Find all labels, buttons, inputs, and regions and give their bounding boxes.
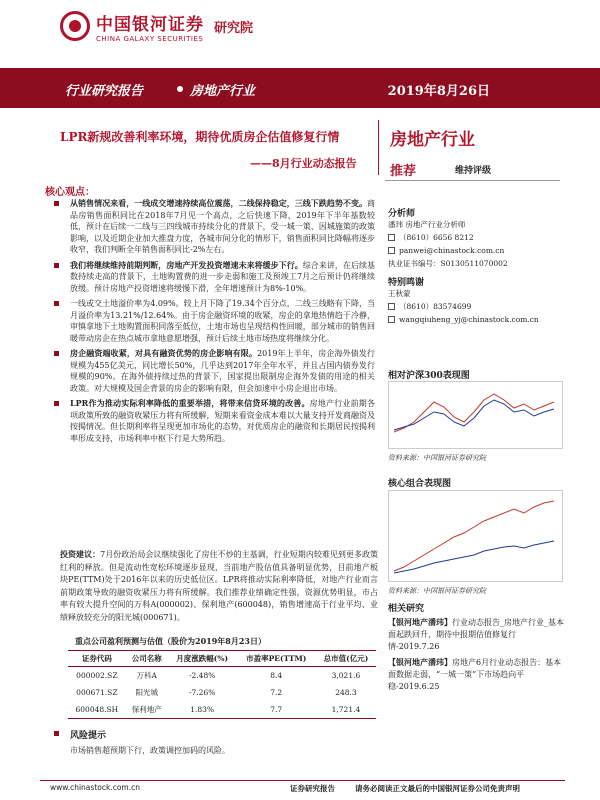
table-header: 市盈率PE(TTM) — [237, 651, 316, 667]
bullet-3 — [50, 298, 375, 344]
relative-performance-chart — [388, 381, 563, 449]
logo-name-en: CHINA GALAXY SECURITIES — [96, 34, 204, 43]
table-cell: 1.83% — [168, 701, 237, 719]
bullet-1 — [50, 198, 375, 256]
valuation-table — [68, 650, 376, 719]
bullet-1-bold: 从销售情况来看，一线成交增速持续高位震荡，二线保持稳定，三线下跌趋势不变。 — [70, 198, 367, 208]
table-cell: 000002.SZ — [76, 671, 118, 680]
chart-1-title: 相对沪深300表现图 — [388, 371, 470, 381]
report-sector: 房地产行业 — [190, 84, 256, 99]
email-icon — [388, 316, 395, 323]
sector-title: 房地产行业 — [390, 130, 475, 150]
chart-2-title: 核心组合表现图 — [388, 479, 452, 489]
report-type: 行业研究报告 — [65, 84, 144, 99]
bullet-4-bold: 房企融资端收紧，对具有融资优势的房企影响有限。 — [70, 348, 258, 358]
bullet-1-text: 商品房销售面积同比在2018年7月见一个高点，之后快速下降，2019年下半年基数较低，预计在后续一二线与三四线城市持续分化的背景下，受一城一策、因城施策的政策影响，以及近期企业加大推盘力度，各城市间分化的情形下，销售面积同比降幅将逐步收窄，我们判断全年销售面积同比-2%左右。 — [70, 199, 375, 254]
logo — [60, 6, 253, 46]
subheadline: ——8月行业动态报告 — [250, 157, 357, 170]
bullet-2-text: 综合来讲，在后续基数持续走高的背景下，土地购置费的进一步走弱和施工及预竣工7月之后预计仍将继续放缓。预计房地产投资增速将缓慢下滑，全年增速预计为8%-10%。 — [70, 260, 375, 293]
table-cell: 保利地产 — [126, 701, 168, 719]
core-portfolio-graphic — [389, 491, 562, 581]
analyst-1-phone-row — [388, 233, 474, 243]
galaxy-logo-icon — [60, 11, 90, 41]
phone-icon — [388, 234, 395, 241]
table-cell: 1,721.4 — [316, 701, 376, 719]
core-bullets — [50, 198, 375, 448]
related-item-2[interactable] — [388, 656, 566, 693]
analyst-1-email-row — [388, 246, 504, 256]
core-portfolio-chart — [388, 490, 563, 582]
bullet-5 — [50, 398, 375, 444]
table-cell: 7.7 — [237, 701, 316, 719]
table-cell: -7.26% — [188, 688, 216, 697]
headline: LPR新规改善利率环境，期待优质房企估值修复行情 — [60, 130, 340, 144]
table-row — [68, 701, 376, 719]
logo-name-cn: 中国银河证券 — [96, 14, 204, 35]
header-band — [0, 68, 600, 108]
analyst-2-email-row — [388, 315, 539, 325]
analyst-heading: 分析师 — [388, 209, 416, 219]
bullet-2-bold: 我们将继续维持前期判断，房地产开发投资增速未来将缓步下行。 — [70, 259, 303, 270]
rating-note: 维持评级 — [455, 166, 492, 176]
table-header: 公司名称 — [126, 651, 168, 667]
email-icon — [388, 247, 395, 254]
related-item-2-tag: 【银河地产潘玮】 — [388, 657, 452, 667]
analyst-1-name: 潘玮 房地产行业分析师 — [388, 220, 466, 229]
logo-sub: 研究院 — [214, 20, 254, 36]
table-header: 证券代码 — [68, 651, 126, 667]
related-item-1[interactable] — [388, 616, 566, 653]
vertical-divider — [378, 120, 379, 175]
risk-text: 市场销售超预期下行，政策调控加码的风险。 — [70, 746, 230, 755]
advice-text: 7月份政治局会议继续强化了房住不炒的主基调，行业短期内较难见到更多政策红利的释放。但是流动性宽松环境逐步显现，当前地产股估值具备明显优势，目前地产板块PE(TTM)处于2016年以来的历史低位区。LPR将推动实际利率降低，对地产行业而言前期政策导致的融资收紧压力将有所缓解。我们推荐业绩确定性强，资源优势明显，市占率有较大提升空间的万科A(000002)、保利地产(600048)，销售增速高于行业平均、业绩释放较充分的阳光城(000671)。 — [60, 550, 379, 622]
table-header: 月度涨跌幅(%) — [168, 651, 237, 667]
bullet-2 — [50, 260, 375, 295]
table-cell: 3,021.6 — [331, 671, 361, 680]
footer-center: 证券研究报告 — [290, 784, 335, 793]
table-header: 总市值(亿元) — [316, 651, 376, 667]
table-cell: 248.3 — [335, 688, 357, 697]
analyst-1-cert: 执业证书编号：S0130511070002 — [388, 259, 508, 268]
rating-label: 推荐 — [390, 164, 417, 179]
investment-advice — [60, 548, 378, 624]
analyst-2-phone: （8610）83574699 — [399, 302, 472, 311]
analyst-2-email[interactable]: wangqiuheng_yj@chinastock.com.cn — [399, 315, 539, 324]
chart-1-source: 资料来源：中国银河证券研究院 — [388, 454, 486, 462]
related-item-2-text: 房地产6月行业动态报告：基本面数据走弱，“一城一策”下市场趋向平稳-2019.6.25 — [388, 658, 562, 691]
report-date: 2019年8月26日 — [387, 84, 490, 99]
table-cell: 600048.SH — [68, 701, 126, 719]
table-cell: 万科A — [136, 671, 157, 680]
table-header-row — [68, 651, 376, 667]
related-item-1-tag: 【银河地产潘玮】 — [388, 617, 452, 627]
analyst-2-phone-row — [388, 302, 471, 312]
horizontal-rule — [385, 180, 560, 181]
analyst-1-email[interactable]: panwei@chinastock.com.cn — [399, 246, 505, 255]
related-title: 相关研究 — [388, 604, 425, 614]
footer-rule — [40, 780, 565, 781]
thanks-heading: 特别鸣谢 — [388, 278, 425, 288]
bullet-5-text: 房地产行业前期各项政策所致的融资收紧压力将有所缓解，短期来看资金成本难以大量支持开发商融资及按揭情况。但长期利率将呈现更加市场化的态势，对优质房企的融资和长期居民按揭利率形成支持，市场利率中枢下行是大势所趋。 — [70, 399, 375, 443]
table-cell: 7.2 — [270, 688, 283, 697]
table-cell: 8.4 — [270, 671, 283, 680]
table-cell: 阳光城 — [135, 688, 158, 697]
related-item-1-text: 行业动态报告_房地产行业_基本面起跌回升，期待中报期估值修复行情-2019.7.26 — [388, 618, 564, 651]
footer-website[interactable]: www.chinastock.com.cn — [50, 783, 140, 792]
table-row — [68, 684, 376, 701]
risk-title: 风险提示 — [50, 728, 106, 741]
table-cell: 000671.SZ — [76, 688, 118, 697]
bullet-4 — [50, 348, 375, 394]
table-row — [68, 667, 376, 685]
bullet-3-text: 一线或交土地溢价率为4.09%。较上月下降了19.34个百分点，二线三线略有下降，当月溢价率为13.21%/12.64%。由于房企融资环境的收紧，房企的拿地热情趋于冷静，审慎拿地下土地购置面积同落至低位，土地市场也呈现结构性回暖，部分城市的销售回暖带动房企在热点城市拿地意愿增强，预计后续土地市场热度将继续分化。 — [70, 299, 375, 343]
chart-2-source: 资料来源：中国银河证券研究院 — [388, 587, 486, 595]
phone-icon — [388, 303, 395, 310]
bullet-4-text: 2019年上半年，房企海外债发行规模为455亿美元，同比增长50%，几乎达到2017年全年水平，并且占国内债券发行规模的90%。在海外债持续过热的背景下，国家提出限制房企海外发债的用途的相关政策。对大规模及国企背景的房企的影响有限，但会加速中小房企退出市场。 — [70, 349, 376, 393]
analyst-2-name: 王秋蒙 — [388, 289, 411, 298]
core-title: 核心观点： — [45, 187, 95, 198]
table-title: 重点公司盈利预测与估值（股价为2019年8月23日） — [75, 636, 266, 646]
bullet-dot-icon — [177, 86, 183, 92]
analyst-1-phone: （8610）6656 8212 — [399, 233, 474, 242]
relative-performance-graphic — [389, 382, 562, 448]
bullet-5-bold: LPR作为推动实际利率降低的重要举措，将带来信贷环境的改善。 — [70, 398, 310, 408]
table-cell: -2.48% — [188, 671, 216, 680]
advice-label: 投资建议： — [60, 549, 101, 559]
footer-disclaimer: 请务必阅读正文最后的中国银河证券公司免责声明 — [355, 784, 520, 793]
